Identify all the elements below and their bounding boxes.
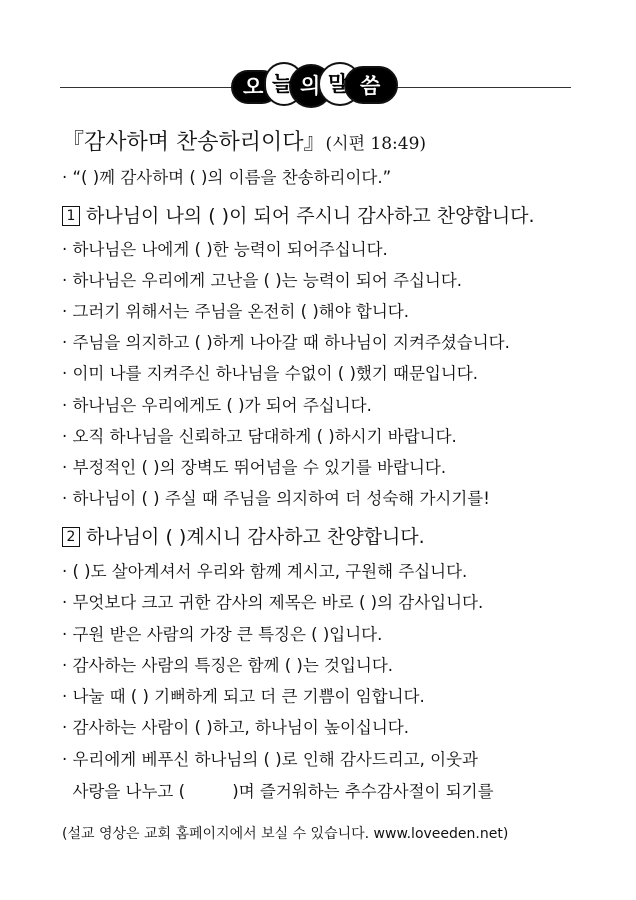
list-item: · 하나님은 우리에게 고난을 ( )는 능력이 되어 주십니다. bbox=[62, 271, 463, 290]
list-item: · 하나님이 ( ) 주실 때 주님을 의지하여 더 성숙해 가시기를! bbox=[62, 489, 490, 508]
intro-verse: · “( )께 감사하며 ( )의 이름을 찬송하리이다.” bbox=[62, 168, 392, 187]
list-item: · 하나님은 우리에게도 ( )가 되어 주십니다. bbox=[62, 396, 372, 415]
header-char-5: 씀 bbox=[360, 74, 381, 98]
header-char-2: 늘 bbox=[272, 72, 293, 96]
scripture-reference: (시편 18:49) bbox=[325, 134, 427, 154]
section-2-heading bbox=[62, 526, 425, 549]
list-item: · 그러기 위해서는 주님을 온전히 ( )해야 합니다. bbox=[62, 302, 409, 321]
list-item: · 구원 받은 사람의 가장 큰 특징은 ( )입니다. bbox=[62, 625, 383, 644]
list-item: · 감사하는 사람의 특징은 함께 ( )는 것입니다. bbox=[62, 656, 394, 675]
header-char-4: 말 bbox=[328, 72, 349, 96]
sermon-title bbox=[62, 125, 426, 156]
footer-note: (설교 영상은 교회 홈페이지에서 보실 수 있습니다. www.loveeden.net) bbox=[62, 826, 509, 842]
list-item: · 우리에게 베푸신 하나님의 ( )로 인해 감사드리고, 이웃과 bbox=[62, 750, 478, 769]
list-item: · 부정적인 ( )의 장벽도 뛰어넘을 수 있기를 바랍니다. bbox=[62, 458, 447, 477]
sermon-title-main: 『감사하며 찬송하리이다』 bbox=[62, 130, 326, 155]
section-1-heading bbox=[62, 205, 535, 228]
header-char-3: 의 bbox=[300, 74, 321, 98]
list-item: · 이미 나를 지켜주신 하나님을 수없이 ( )했기 때문입니다. bbox=[62, 364, 478, 383]
list-item: · 감사하는 사람이 ( )하고, 하나님이 높이십니다. bbox=[62, 718, 409, 737]
list-item: · ( )도 살아계셔서 우리와 함께 계시고, 구원해 주십니다. bbox=[62, 562, 468, 581]
list-item: · 오직 하나님을 신뢰하고 담대하게 ( )하시기 바랍니다. bbox=[62, 427, 457, 446]
section-1-number: 1 bbox=[62, 206, 80, 226]
list-item-continued: 사랑을 나누고 ( )며 즐거워하는 추수감사절이 되기를 bbox=[62, 782, 494, 801]
section-2-number: 2 bbox=[62, 527, 80, 547]
list-item: · 나눌 때 ( ) 기뻐하게 되고 더 큰 기쁨이 임합니다. bbox=[62, 687, 425, 706]
section-1-heading-text: 하나님이 나의 ( )이 되어 주시니 감사하고 찬양합니다. bbox=[86, 205, 535, 227]
list-item: · 무엇보다 크고 귀한 감사의 제목은 바로 ( )의 감사입니다. bbox=[62, 593, 484, 612]
header-char-1: 오 bbox=[243, 75, 264, 99]
section-2-heading-text: 하나님이 ( )계시니 감사하고 찬양합니다. bbox=[86, 526, 425, 548]
list-item: · 하나님은 나에게 ( )한 능력이 되어주십니다. bbox=[62, 240, 388, 259]
list-item: · 주님을 의지하고 ( )하게 나아갈 때 하나님이 지켜주셨습니다. bbox=[62, 333, 510, 352]
